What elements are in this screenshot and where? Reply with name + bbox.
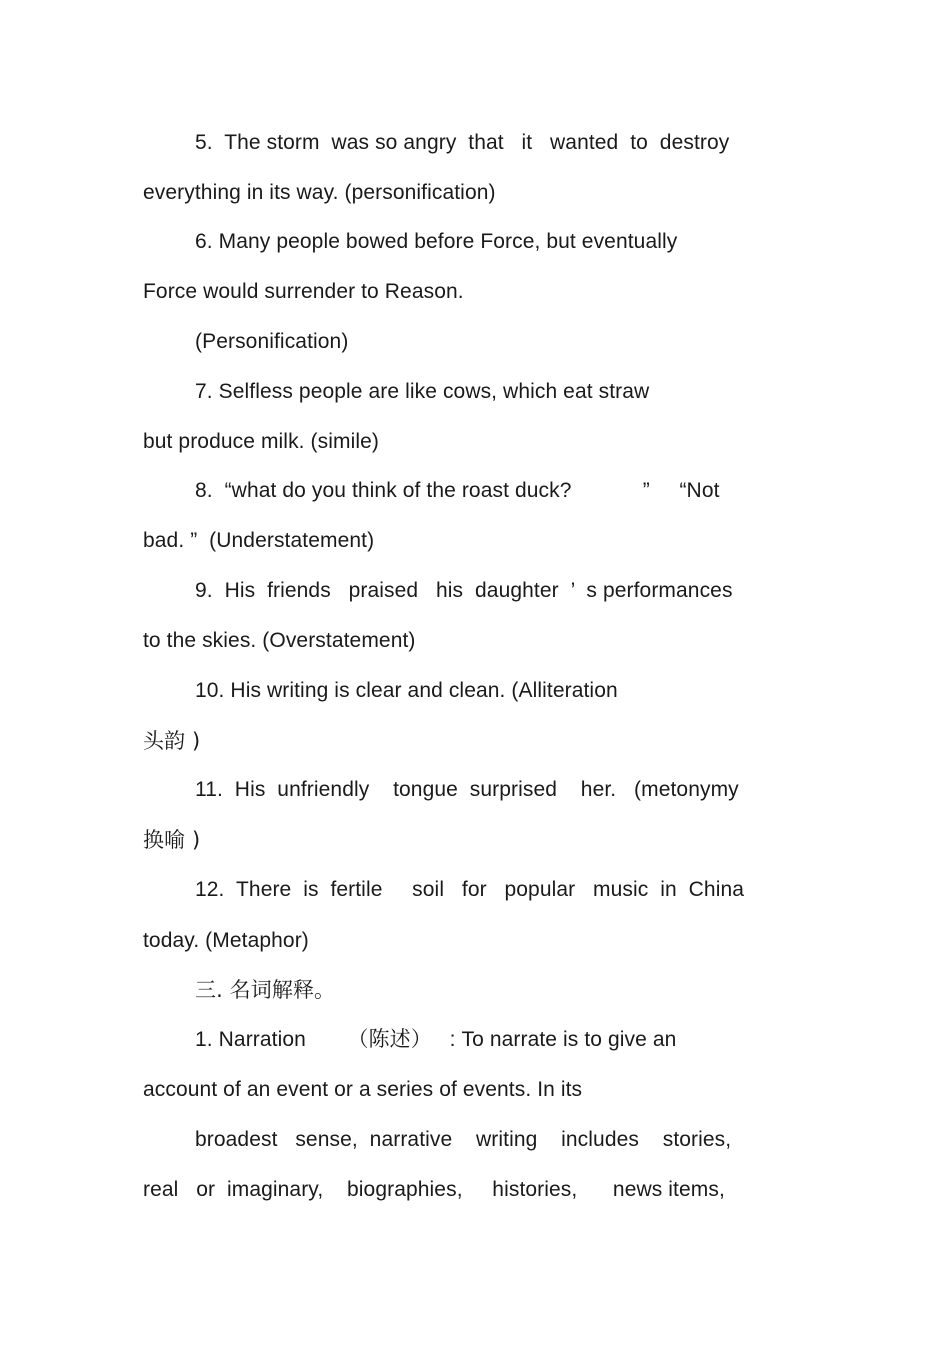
text-line <box>195 678 618 704</box>
line-text: 三. 名词解释。 <box>195 978 336 1002</box>
line-text: everything in its way. (personification) <box>143 181 496 204</box>
line-text: bad. ” (Understatement) <box>143 529 375 552</box>
line-text: 7. Selfless people are like cows, which eat straw <box>195 380 650 403</box>
text-line <box>143 528 374 554</box>
line-text: 1. Narration （陈述） : To narrate is to give an <box>195 1028 677 1051</box>
text-line <box>195 777 739 803</box>
line-text: 10. His writing is clear and clean. (Alliteration <box>195 679 618 702</box>
section-heading <box>195 977 335 1003</box>
line-text: to the skies. (Overstatement) <box>143 629 416 652</box>
text-line <box>195 130 792 156</box>
line-text: (Personification) <box>195 330 349 353</box>
text-line <box>143 1077 582 1103</box>
line-text: 9. His friends praised his daughter ’ s performances <box>195 579 733 602</box>
text-line <box>195 229 677 255</box>
line-text: 8. “what do you think of the roast duck? ” “Not <box>195 479 720 502</box>
line-text: today. (Metaphor) <box>143 929 309 952</box>
line-text: 6. Many people bowed before Force, but eventually <box>195 230 678 253</box>
text-line <box>195 379 649 405</box>
line-text: 11. His unfriendly tongue surprised her. (metonymy <box>195 778 739 801</box>
line-text: 换喻 ) <box>143 828 201 852</box>
text-line <box>143 1177 725 1203</box>
text-line <box>195 1127 731 1153</box>
text-line <box>143 279 464 305</box>
text-line <box>143 928 309 954</box>
text-line <box>195 877 744 903</box>
line-text: Force would surrender to Reason. <box>143 280 464 303</box>
line-text: 12. There is fertile soil for popular music in China <box>195 878 745 901</box>
line-text: broadest sense, narrative writing includes stories, <box>195 1128 732 1151</box>
text-line <box>143 827 200 853</box>
line-5-start: 5. The storm was so angry that it wanted to destroy <box>195 131 730 154</box>
text-line <box>195 478 720 504</box>
line-text: real or imaginary, biographies, histories, news items, <box>143 1178 725 1201</box>
text-line <box>143 728 200 754</box>
text-line <box>143 429 379 455</box>
text-line <box>195 329 348 355</box>
line-text: but produce milk. (simile) <box>143 430 379 453</box>
text-line <box>143 628 416 654</box>
text-line <box>143 180 496 206</box>
text-line <box>195 578 733 604</box>
line-text: 头韵 ) <box>143 729 201 753</box>
line-text: account of an event or a series of events. In its <box>143 1078 583 1101</box>
text-line <box>195 1027 676 1053</box>
